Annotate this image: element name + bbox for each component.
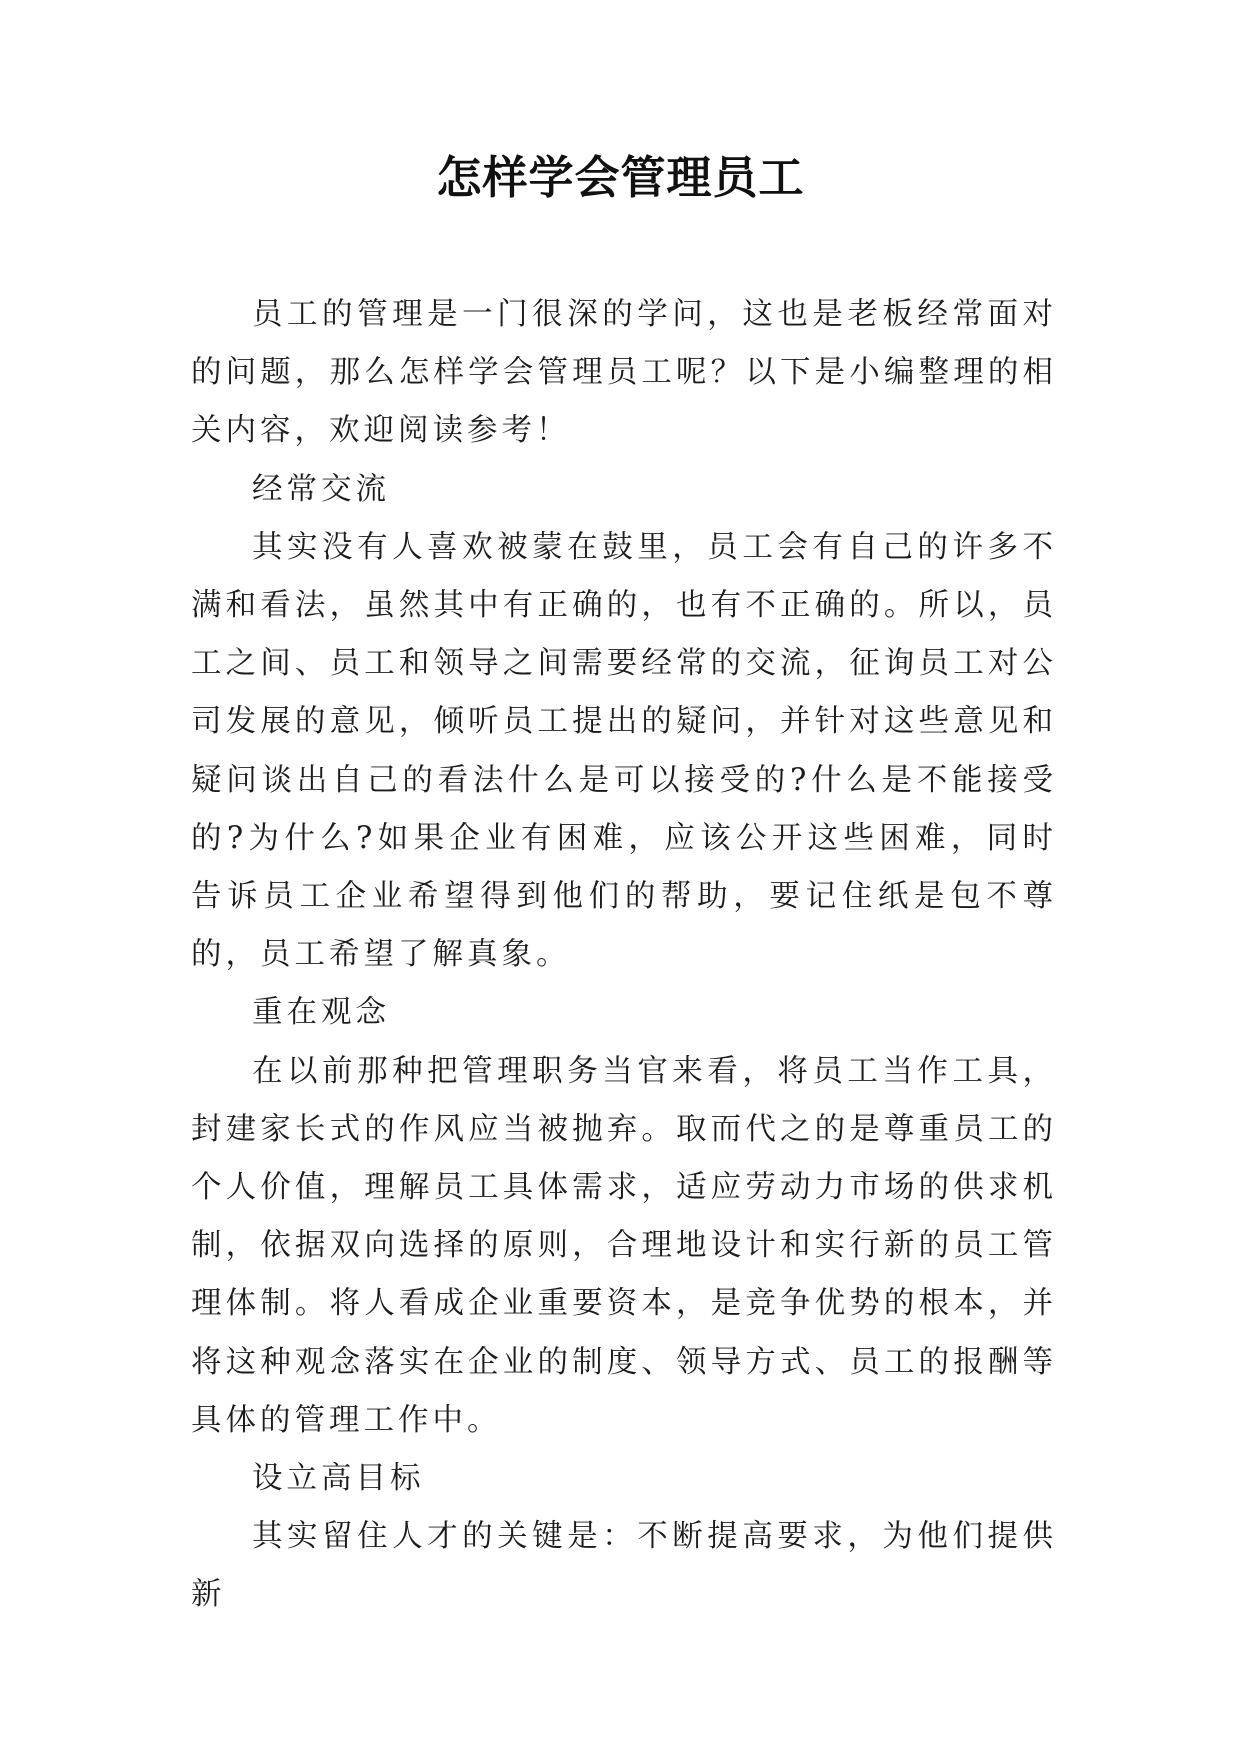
section-heading-communication: 经常交流 — [252, 471, 390, 507]
document-title: 怎样学会管理员工 — [436, 151, 805, 204]
section-heading-high-goals: 设立高目标 — [252, 1461, 425, 1497]
document-body — [191, 286, 1057, 1625]
intro-paragraph: 员工的管理是一门很深的学问，这也是老板经常面对的问题，那么怎样学会管理员工呢？以下是小编整理的相关内容，欢迎阅读参考！ — [191, 297, 1057, 449]
section-heading-mindset: 重在观念 — [252, 995, 390, 1031]
communication-paragraph: 其实没有人喜欢被蒙在鼓里，员工会有自己的许多不满和看法，虽然其中有正确的，也有不正确的。所以，员工之间、员工和领导之间需要经常的交流，征询员工对公司发展的意见，倾听员工提出的疑问，并针对这些意见和疑问谈出自己的看法什么是可以接受的?什么是不能接受的?为什么?如果企业有困难，应该公开这些困难，同时告诉员工企业希望得到他们的帮助，要记住纸是包不尊的，员工希望了解真象。 — [191, 529, 1057, 973]
mindset-paragraph: 在以前那种把管理职务当官来看，将员工当作工具，封建家长式的作风应当被抛弃。取而代之的是尊重员工的个人价值，理解员工具体需求，适应劳动力市场的供求机制，依据双向选择的原则，合理地设计和实行新的员工管理体制。将人看成企业重要资本，是竞争优势的根本，并将这种观念落实在企业的制度、领导方式、员工的报酬等具体的管理工作中。 — [191, 1053, 1057, 1438]
high-goals-paragraph: 其实留住人才的关键是：不断提高要求，为他们提供新 — [191, 1519, 1057, 1613]
